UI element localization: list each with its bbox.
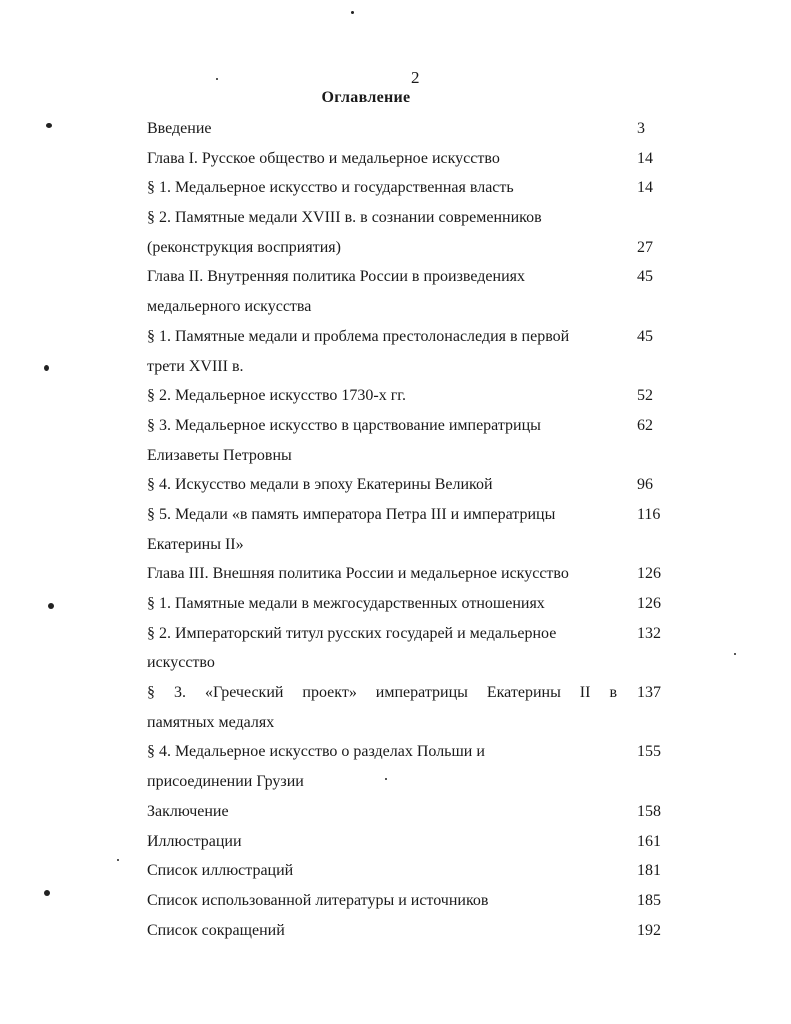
toc-entry-text: (реконструкция восприятия) bbox=[147, 238, 341, 256]
toc-entry bbox=[147, 114, 667, 144]
toc-entry-text: Список использованной литературы и источников bbox=[147, 891, 489, 909]
toc-entry-page: 126 bbox=[637, 565, 661, 583]
toc-entry-page: 52 bbox=[637, 387, 653, 405]
toc-entry-text: Глава III. Внешняя политика России и медальерное искусство bbox=[147, 565, 569, 583]
toc-entry bbox=[147, 559, 667, 589]
toc-entry bbox=[147, 470, 667, 500]
page-number: 2 bbox=[411, 68, 420, 87]
toc-entry-text: Заключение bbox=[147, 802, 229, 820]
toc-entry-text: Елизаветы Петровны bbox=[147, 446, 292, 464]
scan-speck bbox=[385, 778, 387, 780]
toc-entry-text: Екатерины II» bbox=[147, 535, 244, 553]
toc-entry-text: § 1. Медальерное искусство и государственная власть bbox=[147, 179, 514, 197]
toc-entry-page: 161 bbox=[637, 832, 661, 850]
toc-entry bbox=[147, 292, 667, 322]
toc-entry bbox=[147, 767, 667, 797]
toc-entry-page: 96 bbox=[637, 476, 653, 494]
toc-entry-text: § 4. Медальерное искусство о разделах Польши и bbox=[147, 743, 485, 761]
scan-speck bbox=[216, 78, 218, 80]
toc-entry-text: Глава I. Русское общество и медальерное искусство bbox=[147, 149, 500, 167]
toc-entry-text: Глава II. Внутренняя политика России в произведениях bbox=[147, 268, 525, 286]
toc-entry-text: Иллюстрации bbox=[147, 832, 242, 850]
toc-entry-text: памятных медалях bbox=[147, 713, 275, 731]
toc-entry-page: 192 bbox=[637, 921, 661, 939]
scan-speck bbox=[351, 11, 354, 14]
toc-entry-text: § 2. Императорский титул русских государей и медальерное bbox=[147, 624, 557, 642]
toc-entry bbox=[147, 916, 667, 946]
toc-entry bbox=[147, 173, 667, 203]
toc-entry bbox=[147, 441, 667, 471]
scan-speck bbox=[44, 365, 49, 371]
toc-entry-text: Список иллюстраций bbox=[147, 862, 294, 880]
toc-entry-text: § 4. Искусство медали в эпоху Екатерины Великой bbox=[147, 476, 493, 494]
toc-entry bbox=[147, 856, 667, 886]
toc-entry-page: 155 bbox=[637, 743, 661, 761]
toc-entry-page: 14 bbox=[637, 179, 653, 197]
toc-entry bbox=[147, 648, 667, 678]
toc-entry-page: 14 bbox=[637, 149, 653, 167]
toc-entry bbox=[147, 708, 667, 738]
toc-entry bbox=[147, 589, 667, 619]
toc-entry-page: 62 bbox=[637, 416, 653, 434]
toc-entry-text: трети XVIII в. bbox=[147, 357, 244, 375]
toc-entry-text: Список сокращений bbox=[147, 921, 285, 939]
toc-entry-page: 27 bbox=[637, 238, 653, 256]
toc-entry bbox=[147, 827, 667, 857]
toc-entry-page: 185 bbox=[637, 891, 661, 909]
toc-entry bbox=[147, 500, 667, 530]
toc-entry bbox=[147, 144, 667, 174]
toc-entry-text: § 3. Медальерное искусство в царствование императрицы bbox=[147, 416, 541, 434]
scan-speck bbox=[44, 890, 50, 896]
toc-entry-page: 181 bbox=[637, 862, 661, 880]
toc-entry bbox=[147, 411, 667, 441]
toc-entry-text: присоединении Грузии bbox=[147, 773, 304, 791]
toc-entry-text: § 3. «Греческий проект» императрицы Екатерины II в bbox=[147, 684, 617, 702]
page-title: Оглавление bbox=[321, 89, 411, 106]
toc-entry-text: § 1. Памятные медали и проблема престолонаследия в первой bbox=[147, 327, 570, 345]
toc-entry-page: 137 bbox=[637, 684, 661, 702]
toc-entry-text: § 2. Медальерное искусство 1730-х гг. bbox=[147, 387, 407, 405]
toc-entry bbox=[147, 619, 667, 649]
toc-entry-page: 3 bbox=[637, 120, 645, 137]
scan-speck bbox=[46, 123, 52, 128]
toc-entry bbox=[147, 262, 667, 292]
toc-entry bbox=[147, 352, 667, 382]
scan-speck bbox=[48, 603, 54, 609]
toc-entry-page: 116 bbox=[637, 505, 661, 523]
toc-entry-text: § 2. Памятные медали XVIII в. в сознании современников bbox=[147, 209, 542, 227]
toc-entry-page: 45 bbox=[637, 268, 653, 286]
scan-speck bbox=[734, 653, 736, 655]
toc-entry-text: медальерного искусства bbox=[147, 298, 312, 316]
toc-entry-text: § 1. Памятные медали в межгосударственных отношениях bbox=[147, 595, 545, 612]
toc-entry-page: 132 bbox=[637, 624, 661, 642]
toc-entry bbox=[147, 797, 667, 827]
toc-entry-page: 158 bbox=[637, 802, 661, 820]
table-of-contents bbox=[147, 114, 667, 945]
toc-entry-page: 126 bbox=[637, 595, 661, 612]
toc-entry-page: 45 bbox=[637, 327, 653, 345]
toc-entry bbox=[147, 203, 667, 233]
toc-entry bbox=[147, 737, 667, 767]
toc-entry-text: искусство bbox=[147, 654, 215, 672]
toc-entry bbox=[147, 886, 667, 916]
toc-entry-text: § 5. Медали «в память императора Петра III и императрицы bbox=[147, 505, 556, 523]
scan-speck bbox=[117, 859, 119, 861]
toc-entry bbox=[147, 381, 667, 411]
toc-entry bbox=[147, 233, 667, 263]
toc-entry bbox=[147, 322, 667, 352]
toc-entry bbox=[147, 530, 667, 560]
toc-entry bbox=[147, 678, 667, 708]
toc-entry-text: Введение bbox=[147, 120, 212, 137]
